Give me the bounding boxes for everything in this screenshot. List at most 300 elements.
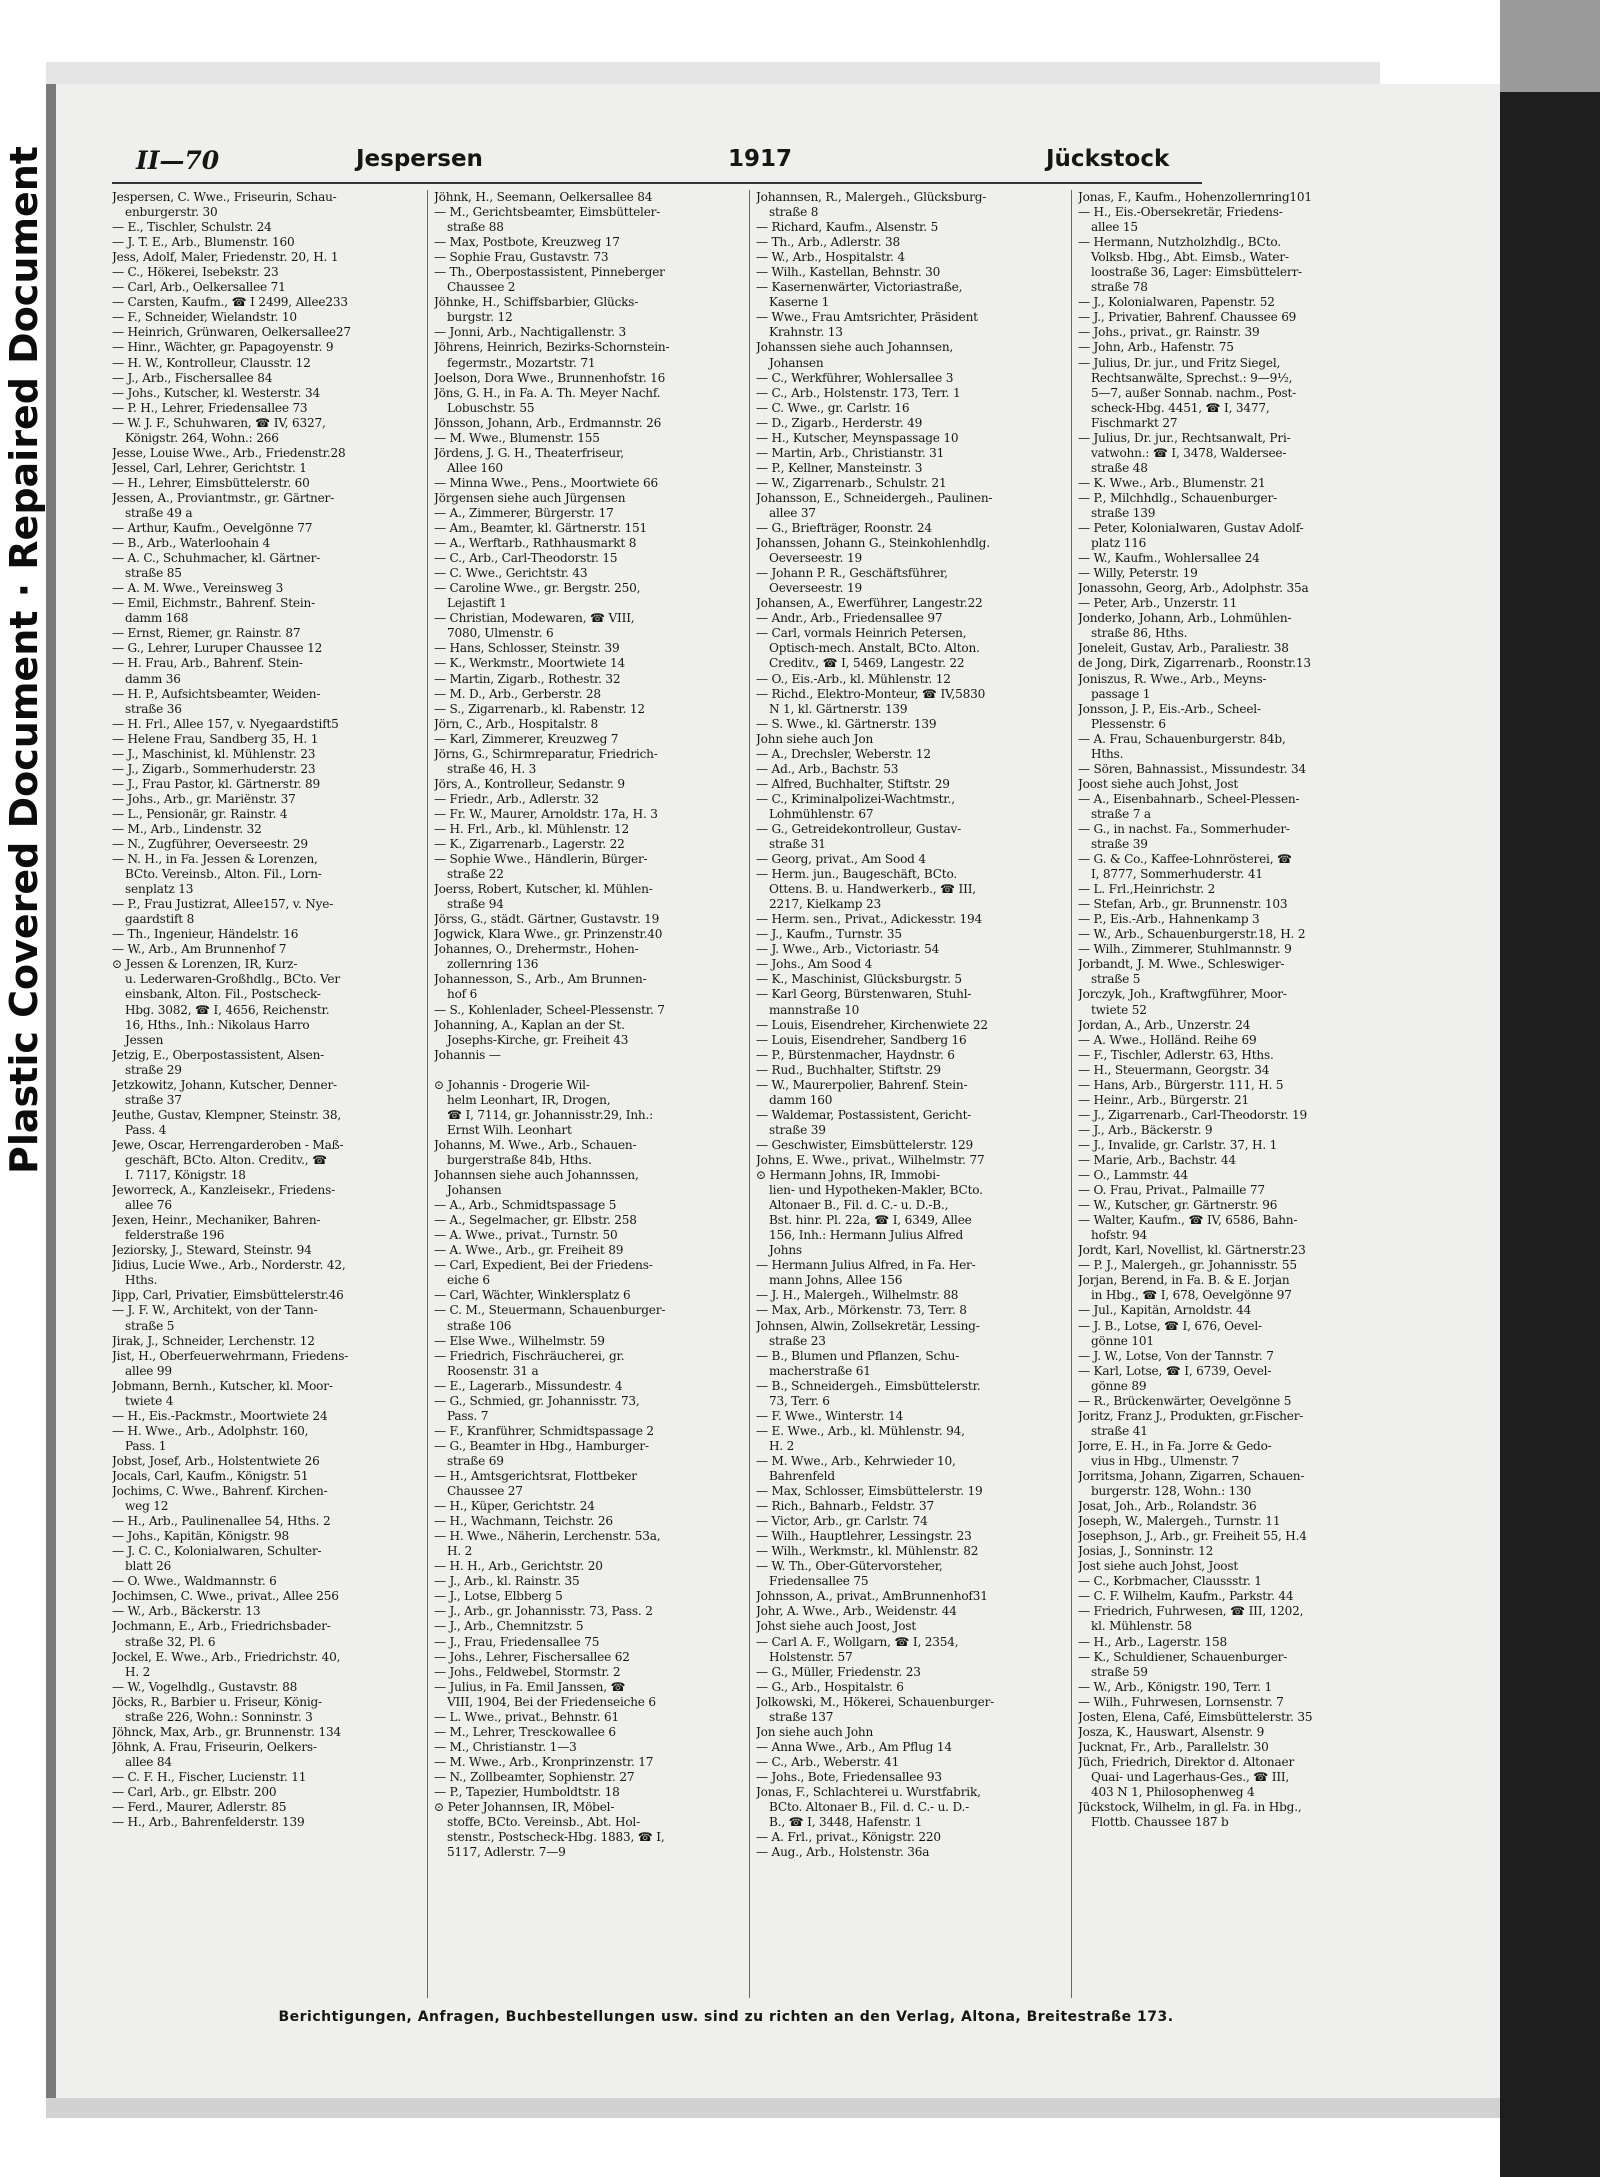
directory-line: — E. Wwe., Arb., kl. Mühlenstr. 94,: [756, 1423, 965, 1438]
directory-line: — Carl, Expedient, Bei der Friedens-: [434, 1258, 653, 1273]
directory-line: — H., Wachmann, Teichstr. 26: [434, 1514, 613, 1529]
directory-line: — J., Frau, Friedensallee 75: [434, 1634, 600, 1649]
directory-line: — Karl Georg, Bürstenwaren, Stuhl-: [756, 987, 972, 1002]
directory-line: Jochimsen, C. Wwe., privat., Allee 256: [112, 1589, 339, 1604]
directory-line: — Wwe., Frau Amtsrichter, Präsident: [756, 310, 978, 325]
directory-line: — N. H., in Fa. Jessen & Lorenzen,: [112, 852, 318, 867]
directory-line: straße 86, Hths.: [1091, 626, 1188, 641]
directory-line: Johnsen, Alwin, Zollsekretär, Lessing-: [756, 1318, 980, 1333]
directory-line: Johannesson, S., Arb., Am Brunnen-: [434, 972, 647, 987]
directory-line: — Johann P. R., Geschäftsführer,: [756, 566, 948, 581]
directory-line: Johannes, O., Drehermstr., Hohen-: [434, 942, 639, 957]
directory-line: Johanns, M. Wwe., Arb., Schauen-: [434, 1137, 637, 1152]
directory-line: straße 8: [769, 205, 819, 220]
directory-line: — Carl, Arb., gr. Elbstr. 200: [112, 1784, 277, 1799]
directory-line: — P., Kellner, Mansteinstr. 3: [756, 460, 923, 475]
directory-line: einsbank, Alton. Fil., Postscheck-: [125, 987, 321, 1002]
directory-line: — Martin, Arb., Christianstr. 31: [756, 445, 945, 460]
directory-line: — Richd., Elektro-Monteur, ☎ IV,5830: [756, 686, 986, 701]
directory-line: Jewe, Oscar, Herrengarderoben - Maß-: [112, 1137, 344, 1152]
directory-line: Joost siehe auch Johst, Jost: [1078, 776, 1239, 791]
directory-line: Jörn, C., Arb., Hospitalstr. 8: [434, 716, 599, 731]
directory-line: Johanning, A., Kaplan an der St.: [434, 1017, 625, 1032]
directory-line: mannstraße 10: [769, 1002, 860, 1017]
directory-line: — L. Wwe., privat., Behnstr. 61: [434, 1709, 619, 1724]
directory-line: — W., Arb., Schauenburgerstr.18, H. 2: [1078, 927, 1306, 942]
directory-line: — J., Zigarb., Sommerhuderstr. 23: [112, 761, 316, 776]
directory-line: — Rud., Buchhalter, Stiftstr. 29: [756, 1062, 941, 1077]
directory-line: Johanssen, Johann G., Steinkohlenhdlg.: [756, 536, 990, 551]
directory-line: Ottens. B. u. Handwerkerb., ☎ III,: [769, 882, 976, 897]
directory-line: Josias, J., Sonninstr. 12: [1078, 1544, 1214, 1559]
directory-line: Jöhnke, H., Schiffsbarbier, Glücks-: [434, 295, 639, 310]
directory-line: — G., Getreidekontrolleur, Gustav-: [756, 821, 962, 836]
directory-line: — D., Zigarb., Herderstr. 49: [756, 415, 923, 430]
directory-line: — M., Lehrer, Tresckowallee 6: [434, 1724, 616, 1739]
directory-line: loostraße 36, Lager: Eimsbüttelerr-: [1091, 265, 1302, 280]
directory-line: — J. Wwe., Arb., Victoriastr. 54: [756, 942, 940, 957]
directory-line: — M. Wwe., Arb., Kehrwieder 10,: [756, 1453, 956, 1468]
directory-line: Jessel, Carl, Lehrer, Gerichtstr. 1: [112, 460, 307, 475]
directory-line: — Wilh., Zimmerer, Stuhlmannstr. 9: [1078, 942, 1292, 957]
directory-line: — O., Lammstr. 44: [1078, 1168, 1189, 1183]
directory-line: — G., in nachst. Fa., Sommerhuder-: [1078, 821, 1290, 836]
directory-line: Allee 160: [447, 460, 503, 475]
directory-line: helm Leonhart, IR, Drogen,: [447, 1092, 611, 1107]
directory-line: — O., Eis.-Arb., kl. Mühlenstr. 12: [756, 671, 951, 686]
directory-line: allee 15: [1091, 220, 1138, 235]
directory-line: — Marie, Arb., Bachstr. 44: [1078, 1153, 1236, 1167]
directory-line: — H. P., Aufsichtsbeamter, Weiden-: [112, 686, 321, 701]
directory-line: — B., Schneidergeh., Eimsbüttelerstr.: [756, 1378, 981, 1393]
directory-line: — Hans, Arb., Bürgerstr. 111, H. 5: [1078, 1077, 1284, 1092]
directory-line: — W., Arb., Hospitalstr. 4: [756, 250, 905, 265]
directory-line: — Hans, Schlosser, Steinstr. 39: [434, 641, 620, 656]
directory-line: Pass. 7: [447, 1408, 489, 1423]
directory-line: Joerss, Robert, Kutscher, kl. Mühlen-: [434, 882, 653, 897]
directory-line: — C., Arb., Holstenstr. 173, Terr. 1: [756, 385, 961, 400]
directory-line: Johnsson, A., privat., AmBrunnenhof31: [756, 1589, 988, 1604]
directory-line: straße 41: [1091, 1423, 1148, 1438]
directory-line: — Peter, Arb., Unzerstr. 11: [1078, 596, 1238, 611]
directory-line: straße 22: [447, 867, 504, 882]
directory-line: — G., Briefträger, Roonstr. 24: [756, 521, 932, 536]
directory-line: — Friedrich, Fischräucherei, gr.: [434, 1348, 625, 1363]
directory-line: — H., Eis.-Packmstr., Moortwiete 24: [112, 1408, 328, 1423]
directory-line: Jon siehe auch John: [756, 1724, 874, 1739]
directory-line: — W., Arb., Bäckerstr. 13: [112, 1604, 261, 1619]
directory-line: damm 160: [769, 1092, 833, 1107]
directory-line: straße 7 a: [1091, 806, 1151, 821]
directory-line: Joneleit, Gustav, Arb., Paraliestr. 38: [1078, 641, 1289, 656]
directory-line: — L. Frl.,Heinrichstr. 2: [1078, 882, 1216, 897]
directory-line: straße 36: [125, 701, 182, 716]
directory-line: — F., Schneider, Wielandstr. 10: [112, 310, 297, 325]
directory-line: — W., Kaufm., Wohlersallee 24: [1078, 551, 1260, 566]
directory-line: Jorbandt, J. M. Wwe., Schleswiger-: [1078, 957, 1285, 972]
directory-line: gönne 89: [1091, 1378, 1147, 1393]
directory-line: Optisch-mech. Anstalt, BCto. Alton.: [769, 641, 980, 656]
directory-line: Josat, Joh., Arb., Rolandstr. 36: [1078, 1499, 1257, 1514]
directory-line: Jirak, J., Schneider, Lerchenstr. 12: [112, 1333, 315, 1348]
directory-line: Jöns, G. H., in Fa. A. Th. Meyer Nachf.: [434, 385, 661, 400]
directory-line: Jüch, Friedrich, Direktor d. Altonaer: [1078, 1754, 1295, 1769]
directory-line: — J., Arb., kl. Rainstr. 35: [434, 1574, 580, 1589]
directory-line: — Kasernenwärter, Victoriastraße,: [756, 280, 963, 295]
directory-line: straße 5: [125, 1318, 175, 1333]
directory-line: — G. & Co., Kaffee-Lohnrösterei, ☎: [1078, 852, 1292, 867]
directory-line: macherstraße 61: [769, 1363, 871, 1378]
directory-line: 5—7, außer Sonnab. nachm., Post-: [1091, 385, 1297, 400]
directory-line: damm 168: [125, 611, 189, 626]
directory-line: Holstenstr. 57: [769, 1649, 853, 1664]
directory-line: — Caroline Wwe., gr. Bergstr. 250,: [434, 581, 641, 596]
directory-line: — A., Zimmerer, Bürgerstr. 17: [434, 505, 614, 520]
directory-line: — A. Wwe., Arb., gr. Freiheit 89: [434, 1243, 624, 1258]
directory-line: 2217, Kielkamp 23: [769, 897, 881, 912]
directory-line: Friedensallee 75: [769, 1574, 869, 1589]
directory-line: — A., Arb., Schmidtspassage 5: [434, 1198, 617, 1213]
directory-line: — H., Lehrer, Eimsbüttelerstr. 60: [112, 475, 310, 490]
directory-line: Jetzig, E., Oberpostassistent, Alsen-: [112, 1047, 325, 1062]
directory-line: Josephson, J., Arb., gr. Freiheit 55, H.4: [1078, 1529, 1307, 1544]
directory-line: — W. Th., Ober-Gütervorsteher,: [756, 1559, 943, 1574]
directory-line: — C., Korbmacher, Claussstr. 1: [1078, 1574, 1262, 1589]
directory-line: gönne 101: [1091, 1333, 1154, 1348]
directory-line: — A. C., Schuhmacher, kl. Gärtner-: [112, 551, 321, 566]
directory-line: — C., Werkführer, Wohlersallee 3: [756, 370, 954, 385]
directory-line: Ernst Wilh. Leonhart: [447, 1122, 572, 1137]
directory-line: — G., Arb., Hospitalstr. 6: [756, 1679, 904, 1694]
directory-line: eiche 6: [447, 1273, 490, 1288]
directory-line: — P. J., Malergeh., gr. Johannisstr. 55: [1078, 1258, 1297, 1273]
directory-line: — E., Tischler, Schulstr. 24: [112, 220, 272, 235]
directory-line: — Julius, in Fa. Emil Janssen, ☎: [434, 1679, 626, 1694]
directory-line: — Geschwister, Eimsbüttelerstr. 129: [756, 1137, 973, 1152]
directory-line: ⊙ Hermann Johns, IR, Immobi-: [756, 1168, 940, 1183]
directory-line: — Max, Postbote, Kreuzweg 17: [434, 235, 620, 250]
directory-line: platz 116: [1091, 536, 1147, 551]
directory-line: — J. F. W., Architekt, von der Tann-: [112, 1303, 318, 1318]
directory-line: — H., Kutscher, Meynspassage 10: [756, 430, 959, 445]
directory-line: — Wilh., Werkmstr., kl. Mühlenstr. 82: [756, 1544, 979, 1559]
directory-line: — G., Beamter in Hbg., Hamburger-: [434, 1438, 649, 1453]
directory-line: 403 N 1, Philosophenweg 4: [1091, 1784, 1255, 1799]
directory-line: — Aug., Arb., Holstenstr. 36a: [756, 1845, 930, 1860]
directory-line: — Ad., Arb., Bachstr. 53: [756, 761, 899, 776]
directory-line: — J. C. C., Kolonialwaren, Schulter-: [112, 1544, 322, 1559]
directory-line: straße 46, H. 3: [447, 761, 537, 776]
directory-line: Lohmühlenstr. 67: [769, 806, 874, 821]
directory-line: — Anna Wwe., Arb., Am Pflug 14: [756, 1739, 952, 1754]
directory-line: — Else Wwe., Wilhelmstr. 59: [434, 1333, 605, 1348]
directory-line: straße 85: [125, 566, 182, 581]
directory-line: Jöhnck, Max, Arb., gr. Brunnenstr. 134: [112, 1724, 341, 1739]
directory-line: — A., Drechsler, Weberstr. 12: [756, 746, 931, 761]
directory-line: — M., Christianstr. 1—3: [434, 1739, 577, 1754]
directory-page: [56, 84, 1500, 2098]
directory-line: — B., Blumen und Pflanzen, Schu-: [756, 1348, 960, 1363]
directory-line: Quai- und Lagerhaus-Ges., ☎ III,: [1091, 1769, 1290, 1784]
directory-line: Josza, K., Hauswart, Alsenstr. 9: [1078, 1724, 1265, 1739]
directory-line: — W., Zigarrenarb., Schulstr. 21: [756, 475, 947, 490]
directory-line: — J. T. E., Arb., Blumenstr. 160: [112, 235, 295, 250]
directory-line: straße 29: [125, 1062, 182, 1077]
directory-line: Jörss, G., städt. Gärtner, Gustavstr. 19: [434, 912, 660, 927]
directory-line: — Julius, Dr. jur., und Fritz Siegel,: [1078, 355, 1281, 370]
directory-line: Jetzkowitz, Johann, Kutscher, Denner-: [112, 1077, 337, 1092]
column-separator: [1071, 190, 1072, 1998]
directory-line: Josten, Elena, Café, Eimsbüttelerstr. 35: [1078, 1709, 1313, 1724]
directory-line: vatwohn.: ☎ I, 3478, Waldersee-: [1091, 445, 1287, 460]
directory-line: Jonsson, J. P., Eis.-Arb., Scheel-: [1078, 701, 1261, 716]
directory-line: Johansson, E., Schneidergeh., Paulinen-: [756, 490, 993, 505]
directory-line: straße 78: [1091, 280, 1148, 295]
directory-line: Jucknat, Fr., Arb., Parallelstr. 30: [1078, 1739, 1269, 1754]
directory-line: — Willy, Peterstr. 19: [1078, 566, 1198, 581]
directory-line: — K., Werkmstr., Moortwiete 14: [434, 656, 625, 671]
directory-line: Jockel, E. Wwe., Arb., Friedrichstr. 40,: [112, 1649, 341, 1664]
directory-line: Jexen, Heinr., Mechaniker, Bahren-: [112, 1213, 321, 1228]
directory-line: — Friedrich, Fuhrwesen, ☎ III, 1202,: [1078, 1604, 1304, 1619]
directory-line: Joritz, Franz J., Produkten, gr.Fischer-: [1078, 1408, 1304, 1423]
directory-line: straße 39: [769, 1122, 826, 1137]
directory-line: — Johs., privat., gr. Rainstr. 39: [1078, 325, 1260, 340]
directory-line: ⊙ Johannis - Drogerie Wil-: [434, 1077, 590, 1092]
directory-line: Jeziorsky, J., Steward, Steinstr. 94: [112, 1243, 312, 1258]
directory-line: — S., Kohlenlader, Scheel-Plessenstr. 7: [434, 1002, 665, 1017]
scan-bottom-border: [46, 2098, 1500, 2118]
directory-line: Joseph, W., Malergeh., Turnstr. 11: [1078, 1514, 1281, 1529]
directory-line: stenstr., Postscheck-Hbg. 1883, ☎ I,: [447, 1830, 665, 1845]
column-separator: [749, 190, 750, 1998]
directory-line: Hths.: [125, 1273, 158, 1288]
directory-line: passage 1: [1091, 686, 1151, 701]
directory-line: — Richard, Kaufm., Alsenstr. 5: [756, 220, 939, 235]
scan-top-border: [46, 62, 1500, 84]
directory-line: — C., Hökerei, Isebekstr. 23: [112, 265, 279, 280]
directory-line: — J., Arb., gr. Johannisstr. 73, Pass. 2: [434, 1604, 653, 1619]
directory-line: — P. H., Lehrer, Friedensallee 73: [112, 400, 308, 415]
directory-line: — Hermann, Nutzholzhdlg., BCto.: [1078, 235, 1281, 250]
directory-line: ⊙ Peter Johannsen, IR, Möbel-: [434, 1800, 615, 1815]
directory-line: Jipp, Carl, Privatier, Eimsbüttelerstr.46: [112, 1288, 344, 1303]
directory-line: — G., Müller, Friedenstr. 23: [756, 1664, 921, 1679]
directory-line: — S. Wwe., kl. Gärtnerstr. 139: [756, 716, 937, 731]
directory-line: — R., Brückenwärter, Oevelgönne 5: [1078, 1393, 1292, 1408]
directory-line: Kaserne 1: [769, 295, 830, 310]
directory-line: weg 12: [125, 1499, 169, 1514]
directory-line: BCto. Altonaer B., Fil. d. C.- u. D.-: [769, 1800, 970, 1815]
directory-line: mann Johns, Allee 156: [769, 1273, 903, 1288]
directory-line: — W., Vogelhdlg., Gustavstr. 88: [112, 1679, 298, 1694]
directory-line: — H., Amtsgerichtsrat, Flottbeker: [434, 1468, 637, 1483]
directory-line: scheck-Hbg. 4451, ☎ I, 3477,: [1091, 400, 1270, 415]
directory-line: — W., Kutscher, gr. Gärtnerstr. 96: [1078, 1198, 1278, 1213]
directory-line: Jist, H., Oberfeuerwehrmann, Friedens-: [112, 1348, 349, 1363]
directory-line: — Emil, Eichmstr., Bahrenf. Stein-: [112, 596, 316, 611]
directory-line: — Max, Arb., Mörkenstr. 73, Terr. 8: [756, 1303, 967, 1318]
directory-line: — Carl, Arb., Oelkersallee 71: [112, 280, 286, 295]
directory-line: Hths.: [1091, 746, 1124, 761]
directory-line: — P., Milchhdlg., Schauenburger-: [1078, 490, 1277, 505]
directory-line: — Herm. sen., Privat., Adickesstr. 194: [756, 912, 982, 927]
directory-line: — N., Zollbeamter, Sophienstr. 27: [434, 1769, 635, 1784]
directory-line: — Johs., Lehrer, Fischersallee 62: [434, 1649, 630, 1664]
directory-line: I, 8777, Sommerhuderstr. 41: [1091, 867, 1263, 882]
scan-right-gray: [1500, 0, 1600, 92]
directory-line: — Wilh., Fuhrwesen, Lornsenstr. 7: [1078, 1694, 1284, 1709]
directory-line: B., ☎ I, 3448, Hafenstr. 1: [769, 1815, 923, 1830]
directory-line: Bst. hinr. Pl. 22a, ☎ I, 6349, Allee: [769, 1213, 972, 1228]
directory-line: Joniszus, R. Wwe., Arb., Meyns-: [1078, 671, 1267, 686]
directory-line: Roosenstr. 31 a: [447, 1363, 539, 1378]
directory-line: Jöhrens, Heinrich, Bezirks-Schornstein-: [434, 340, 670, 355]
directory-line: — Heinrich, Grünwaren, Oelkersallee27: [112, 325, 351, 340]
directory-line: straße 23: [769, 1333, 826, 1348]
directory-line: Jessen: [125, 1032, 164, 1047]
directory-line: — M. Wwe., Arb., Kronprinzenstr. 17: [434, 1754, 654, 1769]
directory-line: in Hbg., ☎ I, 678, Oevelgönne 97: [1091, 1288, 1292, 1303]
column-3: [756, 190, 1026, 1998]
header-first-entry: Jespersen: [356, 146, 483, 172]
directory-line: — P., Tapezier, Humboldtstr. 18: [434, 1784, 620, 1799]
directory-line: — J., Privatier, Bahrenf. Chaussee 69: [1078, 310, 1297, 325]
directory-line: Königstr. 264, Wohn.: 266: [125, 430, 279, 445]
directory-line: Johansen, A., Ewerführer, Langestr.22: [756, 596, 983, 611]
directory-line: straße 59: [1091, 1664, 1148, 1679]
directory-line: Johanssen siehe auch Johannsen,: [756, 340, 954, 355]
directory-line: — E., Lagerarb., Missundestr. 4: [434, 1378, 623, 1393]
scan-right-white: [1380, 40, 1500, 90]
directory-line: Lobuschstr. 55: [447, 400, 535, 415]
directory-line: — Heinr., Arb., Bürgerstr. 21: [1078, 1092, 1250, 1107]
directory-line: Jessen, A., Proviantmstr., gr. Gärtner-: [112, 490, 335, 505]
directory-line: Jöhnk, H., Seemann, Oelkersallee 84: [434, 190, 653, 204]
directory-line: — Johs., Bote, Friedensallee 93: [756, 1769, 942, 1784]
directory-line: — Johs., Kapitän, Königstr. 98: [112, 1529, 289, 1544]
directory-line: — J., Kolonialwaren, Papenstr. 52: [1078, 295, 1275, 310]
directory-line: — W., Maurerpolier, Bahrenf. Stein-: [756, 1077, 968, 1092]
directory-line: H. 2: [125, 1664, 151, 1679]
directory-line: I. 7117, Königstr. 18: [125, 1168, 246, 1183]
directory-line: Lejastift 1: [447, 596, 507, 611]
directory-line: — H. Frl., Arb., kl. Mühlenstr. 12: [434, 821, 629, 836]
directory-line: — Rich., Bahnarb., Feldstr. 37: [756, 1499, 935, 1514]
directory-line: Creditv., ☎ I, 5469, Langestr. 22: [769, 656, 965, 671]
directory-line: — H. H., Arb., Gerichtstr. 20: [434, 1559, 603, 1574]
directory-line: — K. Wwe., Arb., Blumenstr. 21: [1078, 475, 1266, 490]
directory-line: — J., Frau Pastor, kl. Gärtnerstr. 89: [112, 776, 321, 791]
directory-line: — H., Eis.-Obersekretär, Friedens-: [1078, 205, 1283, 220]
directory-line: u. Lederwaren-Großhdlg., BCto. Ver: [125, 972, 340, 987]
directory-line: Jobmann, Bernh., Kutscher, kl. Moor-: [112, 1378, 333, 1393]
directory-line: — Wilh., Kastellan, Behnstr. 30: [756, 265, 941, 280]
directory-line: Jorjan, Berend, in Fa. B. & E. Jorjan: [1078, 1273, 1290, 1288]
directory-line: ⊙ Jessen & Lorenzen, IR, Kurz-: [112, 957, 298, 972]
directory-line: straße 48: [1091, 460, 1148, 475]
directory-line: Joelson, Dora Wwe., Brunnenhofstr. 16: [434, 370, 666, 385]
directory-line: — H., Küper, Gerichtstr. 24: [434, 1499, 595, 1514]
directory-line: Pass. 1: [125, 1438, 167, 1453]
directory-line: — A., Werftarb., Rathhausmarkt 8: [434, 536, 637, 551]
directory-line: — Friedr., Arb., Adlerstr. 32: [434, 791, 599, 806]
directory-line: Jespersen, C. Wwe., Friseurin, Schau-: [112, 190, 337, 204]
directory-line: straße 69: [447, 1453, 504, 1468]
scan-edge-left: [46, 80, 56, 2100]
directory-line: — J. H., Malergeh., Wilhelmstr. 88: [756, 1288, 959, 1303]
directory-line: — Herm. jun., Baugeschäft, BCto.: [756, 867, 957, 882]
directory-line: — Max, Schlosser, Eimsbüttelerstr. 19: [756, 1484, 983, 1499]
directory-line: gaardstift 8: [125, 912, 195, 927]
directory-line: 156, Inh.: Hermann Julius Alfred: [769, 1228, 964, 1243]
directory-line: Jonas, F., Kaufm., Hohenzollernring101: [1078, 190, 1312, 204]
directory-line: — Th., Ingenieur, Händelstr. 16: [112, 927, 299, 942]
directory-line: straße 139: [1091, 505, 1156, 520]
directory-line: — Johs., Feldwebel, Stormstr. 2: [434, 1664, 621, 1679]
directory-line: Jönsson, Johann, Arb., Erdmannstr. 26: [434, 415, 662, 430]
directory-line: — Carl, Wächter, Winklersplatz 6: [434, 1288, 631, 1303]
directory-line: — Victor, Arb., gr. Carlstr. 74: [756, 1514, 928, 1529]
header-rule: [112, 182, 1202, 184]
directory-line: — A. Wwe., privat., Turnstr. 50: [434, 1228, 618, 1243]
directory-line: Johst siehe auch Joost, Jost: [756, 1619, 917, 1634]
directory-line: Jesse, Louise Wwe., Arb., Friedenstr.28: [112, 445, 346, 460]
directory-line: Krahnstr. 13: [769, 325, 843, 340]
side-label: [2, 90, 46, 1230]
directory-line: twiete 52: [1091, 1002, 1147, 1017]
directory-line: — W., Arb., Königstr. 190, Terr. 1: [1078, 1679, 1273, 1694]
directory-line: — W. J. F., Schuhwaren, ☎ IV, 6327,: [112, 415, 326, 430]
directory-line: straße 37: [125, 1092, 182, 1107]
directory-line: — M., Gerichtsbeamter, Eimsbütteler-: [434, 205, 661, 220]
directory-line: — K., Schuldiener, Schauenburger-: [1078, 1649, 1288, 1664]
directory-line: — H. Wwe., Arb., Adolphstr. 160,: [112, 1423, 309, 1438]
directory-line: — John, Arb., Hafenstr. 75: [1078, 340, 1234, 355]
directory-line: — Sören, Bahnassist., Missundestr. 34: [1078, 761, 1307, 776]
directory-line: — Carl, vormals Heinrich Petersen,: [756, 626, 967, 641]
directory-line: — Sophie Wwe., Händlerin, Bürger-: [434, 852, 648, 867]
directory-line: Oeverseestr. 19: [769, 581, 862, 596]
directory-line: — C. Wwe., Gerichtstr. 43: [434, 566, 588, 581]
directory-line: — Karl, Lotse, ☎ I, 6739, Oevel-: [1078, 1363, 1272, 1378]
directory-line: straße 137: [769, 1709, 834, 1724]
directory-line: — F. Wwe., Winterstr. 14: [756, 1408, 904, 1423]
directory-line: — G., Schmied, gr. Johannisstr. 73,: [434, 1393, 640, 1408]
directory-line: Jess, Adolf, Maler, Friedenstr. 20, H. 1: [112, 250, 339, 265]
directory-line: — M. Wwe., Blumenstr. 155: [434, 430, 600, 445]
directory-line: — H. Wwe., Näherin, Lerchenstr. 53a,: [434, 1529, 661, 1544]
directory-line: — Ernst, Riemer, gr. Rainstr. 87: [112, 626, 301, 641]
directory-line: — O. Frau, Privat., Palmaille 77: [1078, 1183, 1265, 1198]
header-year: 1917: [728, 146, 793, 172]
directory-line: hofstr. 94: [1091, 1228, 1148, 1243]
directory-line: Bahrenfeld: [769, 1468, 835, 1483]
directory-line: straße 31: [769, 837, 826, 852]
directory-line: lien- und Hypotheken-Makler, BCto.: [769, 1183, 983, 1198]
directory-line: — J., Invalide, gr. Carlstr. 37, H. 1: [1078, 1137, 1278, 1152]
directory-line: Jörs, A., Kontrolleur, Sedanstr. 9: [434, 776, 625, 791]
directory-line: — M. D., Arb., Gerberstr. 28: [434, 686, 601, 701]
directory-line: Jöhnk, A. Frau, Friseurin, Oelkers-: [112, 1739, 317, 1754]
directory-line: straße 106: [447, 1318, 512, 1333]
directory-line: straße 32, Pl. 6: [125, 1634, 216, 1649]
directory-line: allee 99: [125, 1363, 172, 1378]
directory-line: Jonderko, Johann, Arb., Lohmühlen-: [1078, 611, 1292, 626]
directory-line: — Hermann Julius Alfred, in Fa. Her-: [756, 1258, 976, 1273]
directory-line: Jördens, J. G. H., Theaterfriseur,: [434, 445, 624, 460]
directory-line: kl. Mühlenstr. 58: [1091, 1619, 1192, 1634]
